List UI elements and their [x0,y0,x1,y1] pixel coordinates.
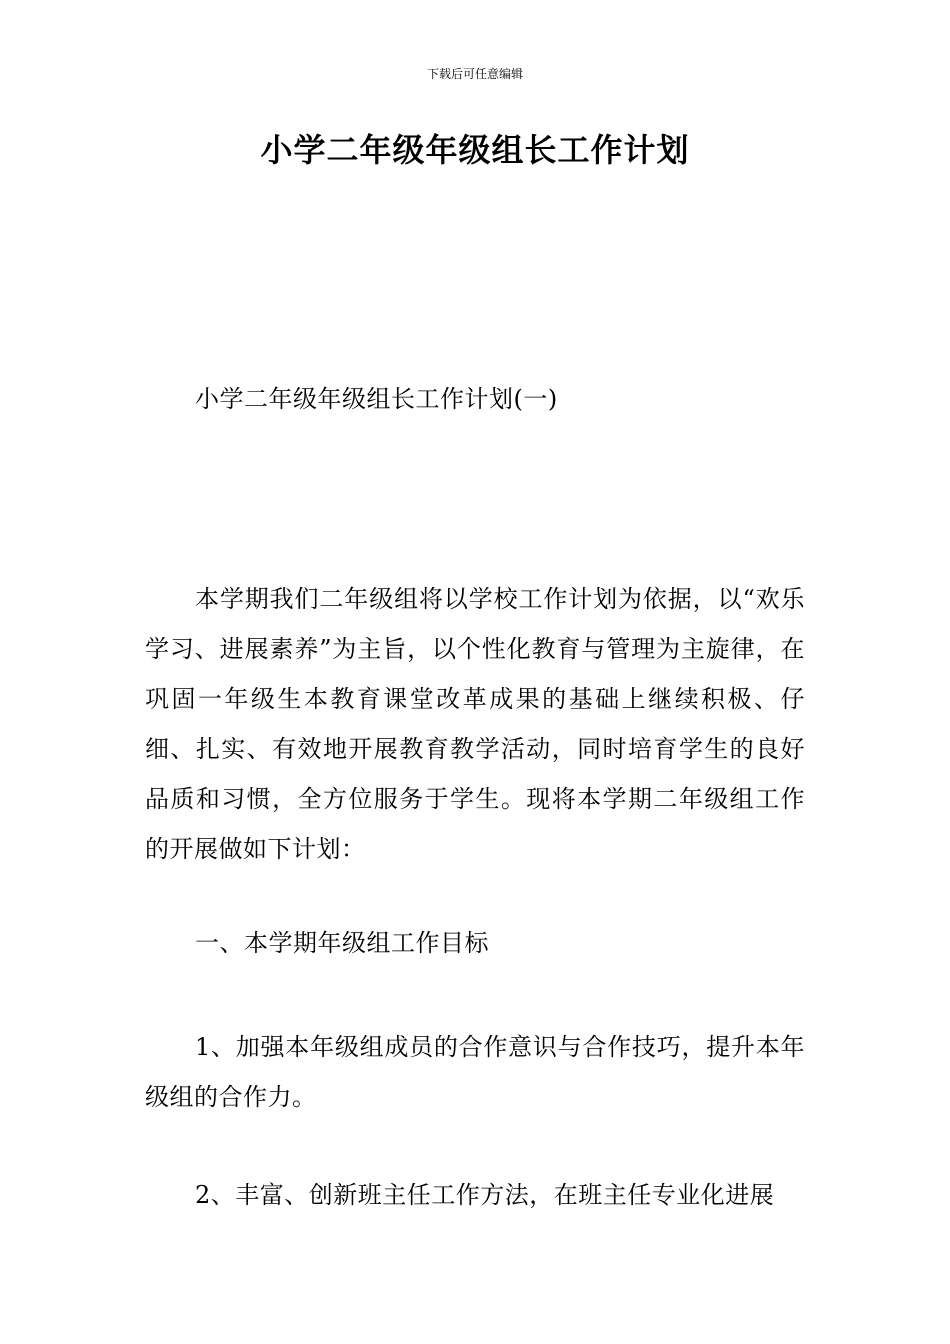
intro-paragraph: 本学期我们二年级组将以学校工作计划为依据，以“欢乐学习、进展素养”为主旨，以个性化教育与管理为主旋律，在巩固一年级生本教育课堂改革成果的基础上继续积极、仔细、扎实、有效地开展教育教学活动，同时培育学生的良好品质和习惯，全方位服务于学生。现将本学期二年级组工作的开展做如下计划： [145,585,805,863]
section-heading-goals: 一、本学期年级组工作目标 [195,929,489,957]
header-note: 下载后可任意编辑 [426,67,523,81]
document-subtitle: 小学二年级年级组长工作计划(一) [195,385,558,413]
list-item: 1、加强本年级组成员的合作意识与合作技巧，提升本年级组的合作力。 [145,1033,805,1111]
document-title: 小学二年级年级组长工作计划 [260,131,690,169]
list-item: 2、丰富、创新班主任工作方法，在班主任专业化进展 [195,1181,775,1209]
